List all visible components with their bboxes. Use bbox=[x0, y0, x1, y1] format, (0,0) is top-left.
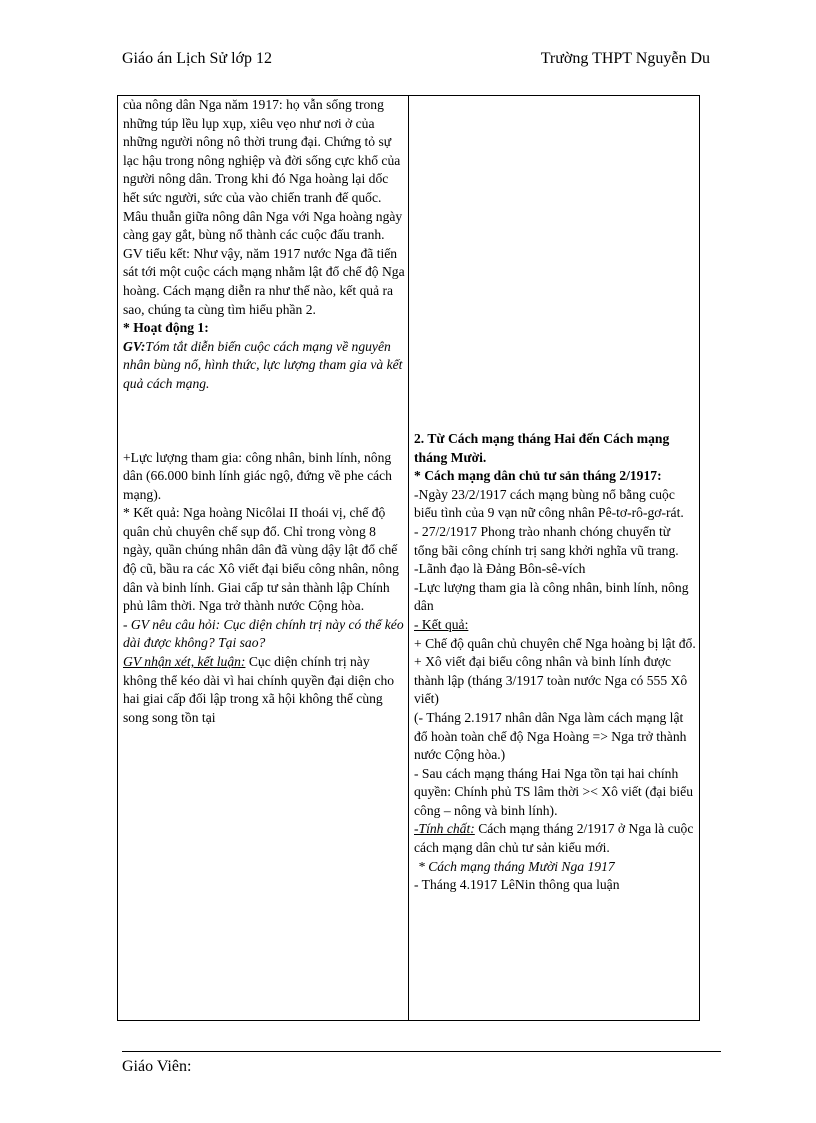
event-item-4: -Lực lượng tham gia là công nhân, binh lính, nông dân bbox=[414, 579, 689, 614]
activity-heading: * Hoạt động 1: bbox=[123, 320, 209, 336]
forces-paragraph: +Lực lượng tham gia: công nhân, binh lính, nông dân (66.000 binh lính giác ngộ, đứng về phe cách mạng). bbox=[123, 449, 392, 502]
conclusion-label: GV nhận xét, kết luận: bbox=[123, 654, 246, 670]
teacher-activity-cell bbox=[123, 96, 405, 727]
february-heading: * Cách mạng dân chủ tư sản tháng 2/1917: bbox=[414, 468, 662, 484]
header-subject: Giáo án Lịch Sử lớp 12 bbox=[122, 50, 272, 67]
nature-label: -Tính chất: bbox=[414, 821, 475, 837]
gv-label: GV: bbox=[123, 338, 146, 354]
event-item-2: - 27/2/1917 Phong trào nhanh chóng chuyển từ tổng bãi công chính trị sang khởi nghĩa vũ trang. bbox=[414, 523, 679, 558]
conclusion-paragraph bbox=[123, 653, 405, 727]
question-paragraph: - GV nêu câu hỏi: Cục diện chính trị này có thể kéo dài được không? Tại sao? bbox=[123, 616, 404, 651]
dual-power-paragraph: - Sau cách mạng tháng Hai Nga tồn tại hai chính quyền: Chính phủ TS lâm thời >< Xô viết (đại biểu công – nông và binh lính). bbox=[414, 765, 694, 818]
spacer bbox=[414, 96, 696, 430]
note-paragraph: (- Tháng 2.1917 nhân dân Nga làm cách mạng lật đổ hoàn toàn chế độ Nga Hoàng => Nga trở thành nước Cộng hòa.) bbox=[414, 709, 687, 763]
column-divider bbox=[408, 96, 409, 1020]
october-item-1: - Tháng 4.1917 LêNin thông qua luận bbox=[414, 877, 620, 893]
event-item-1: -Ngày 23/2/1917 cách mạng bùng nổ bằng cuộc biểu tình của 9 vạn nữ công nhân Pê-tơ-rô-gơ-rát. bbox=[414, 486, 684, 521]
gv-instruction bbox=[123, 338, 405, 394]
conclusion-text: Cục diện chính trị này không thể kéo dài vì hai chính quyền đại diện cho hai giai cấp đối lập trong xã hội không thể cùng song song tồn tại bbox=[123, 654, 395, 725]
lesson-table bbox=[117, 95, 700, 1021]
header-school: Trường THPT Nguyễn Du bbox=[540, 50, 710, 67]
footer-divider bbox=[122, 1051, 721, 1052]
gv-instruction-text: Tóm tắt diễn biến cuộc cách mạng về nguyên nhân bùng nổ, hình thức, lực lượng tham gia và kết quả cách mạng. bbox=[123, 338, 403, 391]
event-item-3: -Lãnh đạo là Đảng Bôn-sê-vích bbox=[414, 561, 586, 577]
teacher-label: Giáo Viên: bbox=[122, 1058, 192, 1075]
summary-paragraph: GV tiểu kết: Như vậy, năm 1917 nước Nga đã tiến sát tới một cuộc cách mạng nhằm lật đổ chế độ Nga hoàng. Cách mạng diễn ra như thế nào, kết quả ra sao, chúng ta cùng tìm hiểu phần 2. bbox=[123, 245, 405, 317]
result-paragraph: * Kết quả: Nga hoàng Nicôlai II thoái vị, chế độ quân chủ chuyên chế sụp đổ. Chỉ trong vòng 8 ngày, quần chúng nhân dân đã vùng dậy lật đổ chế độ cũ, bầu ra các Xô viết đại biểu công nhân, nông dân và binh lính. Giai cấp tư sản thành lập Chính phủ lâm thời. Nga trở thành nước Cộng hòa. bbox=[123, 505, 399, 614]
result-label: - Kết quả: bbox=[414, 616, 469, 632]
nature-text: Cách mạng tháng 2/1917 ở Nga là cuộc cách mạng dân chủ tư sản kiểu mới. bbox=[414, 821, 694, 856]
result-item-1: + Chế độ quân chủ chuyên chế Nga hoàng bị lật đổ. bbox=[414, 635, 696, 651]
section-title: 2. Từ Cách mạng tháng Hai đến Cách mạng tháng Mười. bbox=[414, 431, 670, 465]
peasant-life-paragraph: của nông dân Nga năm 1917: họ vẫn sống trong những túp lều lụp xụp, xiêu vẹo như nơi ở của những người nông nô thời trung đại. Chứng tỏ sự lạc hậu trong nông nghiệp và đời sống cực khổ của người nông dân. Trong khi đó Nga hoàng lại dốc hết sức người, sức của vào chiến tranh đế quốc. Mâu thuẫn giữa nông dân Nga với Nga hoàng ngày càng gay gắt, bùng nổ thành các cuộc đấu tranh. bbox=[123, 97, 403, 243]
content-cell bbox=[414, 96, 696, 895]
result-item-2: + Xô viết đại biểu công nhân và binh lính được thành lập (tháng 3/1917 toàn nước Nga có 555 Xô viết) bbox=[414, 654, 688, 707]
nature-paragraph bbox=[414, 820, 696, 857]
spacer bbox=[123, 394, 405, 449]
october-heading: * Cách mạng tháng Mười Nga 1917 bbox=[418, 858, 615, 874]
